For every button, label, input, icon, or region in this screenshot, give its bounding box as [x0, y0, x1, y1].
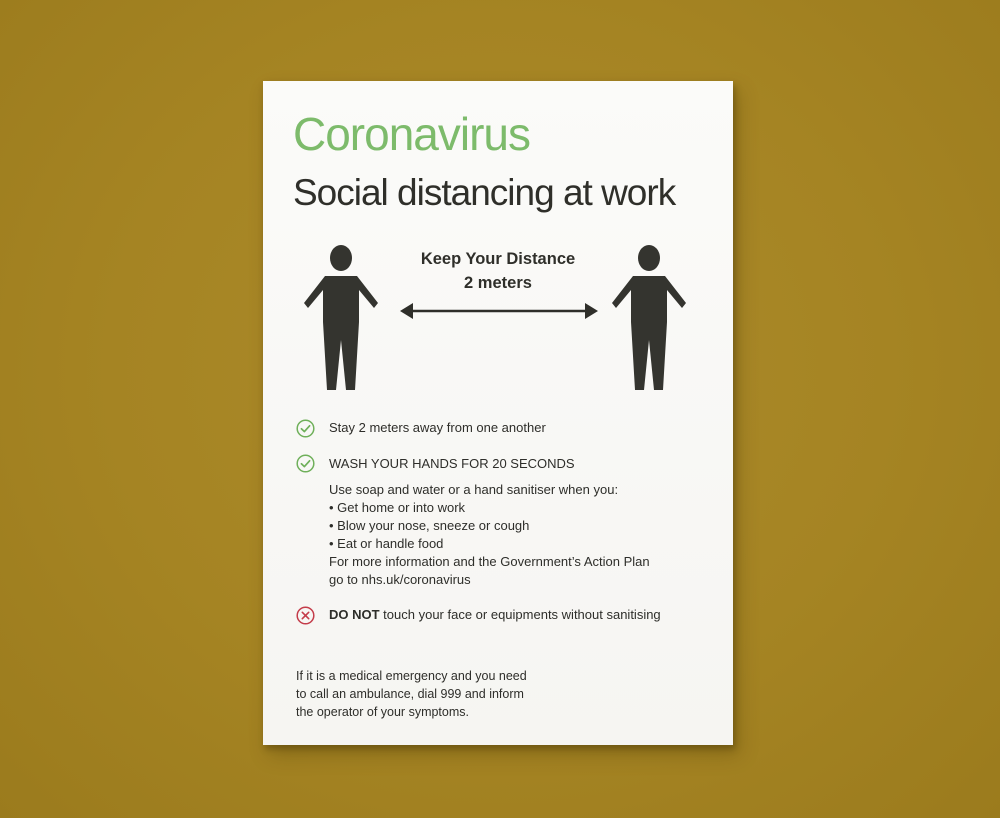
- emergency-line: to call an ambulance, dial 999 and inform: [296, 687, 524, 701]
- distance-label: [383, 247, 613, 295]
- check-circle-icon: [296, 454, 315, 473]
- person-left-icon: [301, 244, 381, 390]
- emergency-line: If it is a medical emergency and you need: [296, 669, 527, 683]
- warning-text: touch your face or equipments without sanitising: [379, 607, 661, 622]
- emergency-line: the operator of your symptoms.: [296, 705, 469, 719]
- warning-bold: DO NOT: [329, 607, 380, 622]
- handwash-line: go to nhs.uk/coronavirus: [329, 572, 471, 587]
- poster-subtitle: Social distancing at work: [293, 172, 676, 213]
- handwash-line: For more information and the Government’s Action Plan: [329, 554, 650, 569]
- distance-label-line1: Keep Your Distance: [420, 250, 576, 268]
- handwash-line: Use soap and water or a hand sanitiser when you:: [329, 482, 619, 497]
- handwash-line: • Eat or handle food: [329, 536, 444, 551]
- warning-line: [329, 606, 661, 624]
- double-arrow-icon: [400, 302, 598, 320]
- distance-label-line2: 2 meters: [464, 274, 532, 292]
- poster-title: Coronavirus: [293, 108, 530, 160]
- emergency-note: [296, 667, 527, 721]
- handwash-instructions: [329, 481, 650, 589]
- list-item-handwash: WASH YOUR HANDS FOR 20 SECONDS: [329, 456, 575, 471]
- poster: [263, 81, 733, 745]
- check-circle-icon: [296, 419, 315, 438]
- person-right-icon: [609, 244, 689, 390]
- handwash-line: • Get home or into work: [329, 500, 466, 515]
- cross-circle-icon: [296, 606, 315, 625]
- list-item-distance: Stay 2 meters away from one another: [329, 420, 546, 435]
- handwash-line: • Blow your nose, sneeze or cough: [329, 518, 530, 533]
